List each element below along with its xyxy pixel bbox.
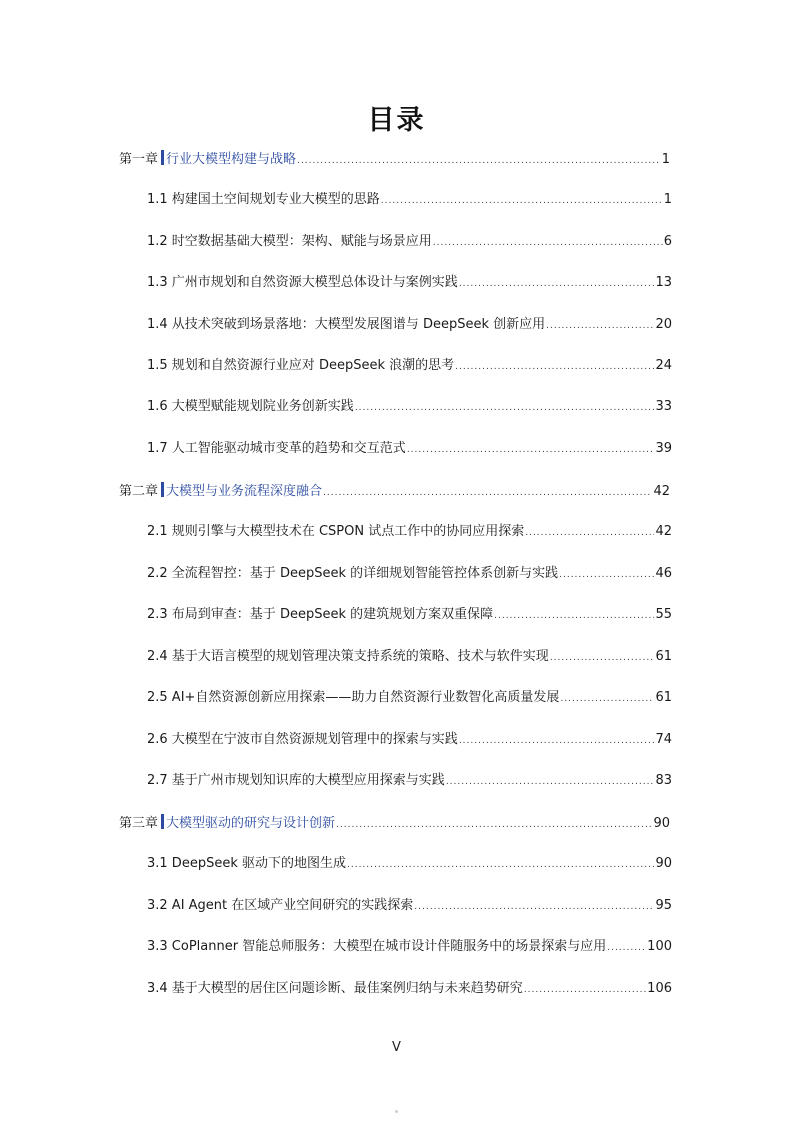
toc-page-number: 46 xyxy=(655,566,672,581)
toc-entry-2-6[interactable] xyxy=(147,731,672,750)
toc-entry-2-1[interactable] xyxy=(147,523,672,542)
toc-entry-3-2[interactable] xyxy=(147,897,672,916)
dot-leader xyxy=(494,607,654,625)
toc-title: 目录 xyxy=(367,105,426,136)
dot-leader xyxy=(459,732,655,750)
toc-entry-3-3[interactable] xyxy=(147,938,672,957)
toc-entry-1-4[interactable] xyxy=(147,316,672,335)
toc-page-number: 95 xyxy=(655,898,672,913)
page-footer-number: V xyxy=(392,1040,401,1055)
dot-leader xyxy=(524,981,646,999)
chapter-prefix: 第二章 xyxy=(119,484,159,499)
toc-entry-text: 3.1 DeepSeek 驱动下的地图生成 xyxy=(147,856,346,871)
dot-leader xyxy=(546,317,654,335)
toc-page-number: 42 xyxy=(655,524,672,539)
toc-chapter-1[interactable] xyxy=(119,150,670,170)
chapter-bar-icon xyxy=(161,814,164,829)
toc-entry-text: 1.6 大模型赋能规划院业务创新实践 xyxy=(147,399,354,414)
toc-entry-3-4[interactable] xyxy=(147,980,672,999)
toc-entry-1-1[interactable] xyxy=(147,191,672,210)
toc-entry-text: 3.4 基于大模型的居住区问题诊断、最佳案例归纳与未来趋势研究 xyxy=(147,981,523,996)
toc-entry-text: 1.2 时空数据基础大模型：架构、赋能与场景应用 xyxy=(147,234,432,249)
dot-leader xyxy=(550,649,655,667)
toc-entry-2-7[interactable] xyxy=(147,772,672,791)
dot-leader xyxy=(607,939,646,957)
toc-entry-text: 1.3 广州市规划和自然资源大模型总体设计与案例实践 xyxy=(147,275,458,290)
toc-page-number: 33 xyxy=(655,399,672,414)
toc-page-number: 55 xyxy=(655,607,672,622)
dot-leader xyxy=(459,275,655,293)
toc-entry-2-5[interactable] xyxy=(147,689,672,708)
toc-page-number: 83 xyxy=(655,773,672,788)
toc-page-number: 39 xyxy=(655,441,672,456)
toc-page-number: 6 xyxy=(663,234,672,249)
chapter-name: 行业大模型构建与战略 xyxy=(166,152,297,167)
toc-entry-text: 2.2 全流程智控：基于 DeepSeek 的详细规划智能管控体系创新与实践 xyxy=(147,566,559,581)
dot-leader xyxy=(455,358,654,376)
dot-leader xyxy=(336,816,652,834)
toc-page-number: 24 xyxy=(655,358,672,373)
toc-chapter-2[interactable] xyxy=(119,482,670,502)
dot-leader xyxy=(323,484,652,502)
toc-entry-2-4[interactable] xyxy=(147,648,672,667)
toc-page-number: 74 xyxy=(655,732,672,747)
toc-entry-text: 1.7 人工智能驱动城市变革的趋势和交互范式 xyxy=(147,441,406,456)
dot-leader xyxy=(559,566,654,584)
toc-entry-text: 2.1 规则引擎与大模型技术在 CSPON 试点工作中的协同应用探索 xyxy=(147,524,525,539)
dot-leader xyxy=(347,856,654,874)
toc-page-number: 106 xyxy=(647,981,672,996)
chapter-prefix: 第一章 xyxy=(119,152,159,167)
chapter-name: 大模型与业务流程深度融合 xyxy=(166,484,323,499)
toc-page-number: 90 xyxy=(655,856,672,871)
toc-entry-2-3[interactable] xyxy=(147,606,672,625)
dot-leader xyxy=(381,192,663,210)
dot-leader xyxy=(446,773,655,791)
toc-page-number: 42 xyxy=(653,484,670,499)
toc-entry-text: 2.5 AI+自然资源创新应用探索——助力自然资源行业数智化高质量发展 xyxy=(147,690,560,705)
toc-entry-1-7[interactable] xyxy=(147,440,672,459)
dot-leader xyxy=(414,898,654,916)
toc-entry-text: 2.6 大模型在宁波市自然资源规划管理中的探索与实践 xyxy=(147,732,458,747)
toc-entry-3-1[interactable] xyxy=(147,855,672,874)
toc-page-number: 20 xyxy=(655,317,672,332)
dot-leader xyxy=(560,690,654,708)
toc-page-number: 61 xyxy=(655,690,672,705)
toc-entry-text: 2.3 布局到审查：基于 DeepSeek 的建筑规划方案双重保障 xyxy=(147,607,494,622)
dot-leader xyxy=(433,234,663,252)
toc-entry-2-2[interactable] xyxy=(147,565,672,584)
chapter-bar-icon xyxy=(161,150,164,165)
dot-leader xyxy=(355,399,655,417)
toc-entry-text: 3.2 AI Agent 在区域产业空间研究的实践探索 xyxy=(147,898,414,913)
toc-entry-1-5[interactable] xyxy=(147,357,672,376)
toc-entry-text: 2.7 基于广州市规划知识库的大模型应用探索与实践 xyxy=(147,773,445,788)
toc-page-number: 100 xyxy=(647,939,672,954)
chapter-bar-icon xyxy=(161,482,164,497)
toc-page-number: 90 xyxy=(653,816,670,831)
chapter-prefix: 第三章 xyxy=(119,816,159,831)
toc-page-number: 61 xyxy=(655,649,672,664)
toc-entry-1-6[interactable] xyxy=(147,398,672,417)
toc-entry-text: 1.5 规划和自然资源行业应对 DeepSeek 浪潮的思考 xyxy=(147,358,455,373)
decorative-dot xyxy=(395,1110,398,1113)
dot-leader xyxy=(407,441,655,459)
toc-entry-text: 1.4 从技术突破到场景落地：大模型发展图谱与 DeepSeek 创新应用 xyxy=(147,317,546,332)
toc-chapter-3[interactable] xyxy=(119,814,670,834)
toc-page-number: 1 xyxy=(661,152,670,167)
chapter-name: 大模型驱动的研究与设计创新 xyxy=(166,816,336,831)
toc-page-number: 1 xyxy=(663,192,672,207)
dot-leader xyxy=(525,524,654,542)
toc-entry-text: 3.3 CoPlanner 智能总师服务：大模型在城市设计伴随服务中的场景探索与应用 xyxy=(147,939,607,954)
toc-entry-text: 1.1 构建国土空间规划专业大模型的思路 xyxy=(147,192,380,207)
toc-entry-1-2[interactable] xyxy=(147,233,672,252)
dot-leader xyxy=(297,152,661,170)
toc-page-number: 13 xyxy=(655,275,672,290)
toc-entry-1-3[interactable] xyxy=(147,274,672,293)
toc-entry-text: 2.4 基于大语言模型的规划管理决策支持系统的策略、技术与软件实现 xyxy=(147,649,549,664)
